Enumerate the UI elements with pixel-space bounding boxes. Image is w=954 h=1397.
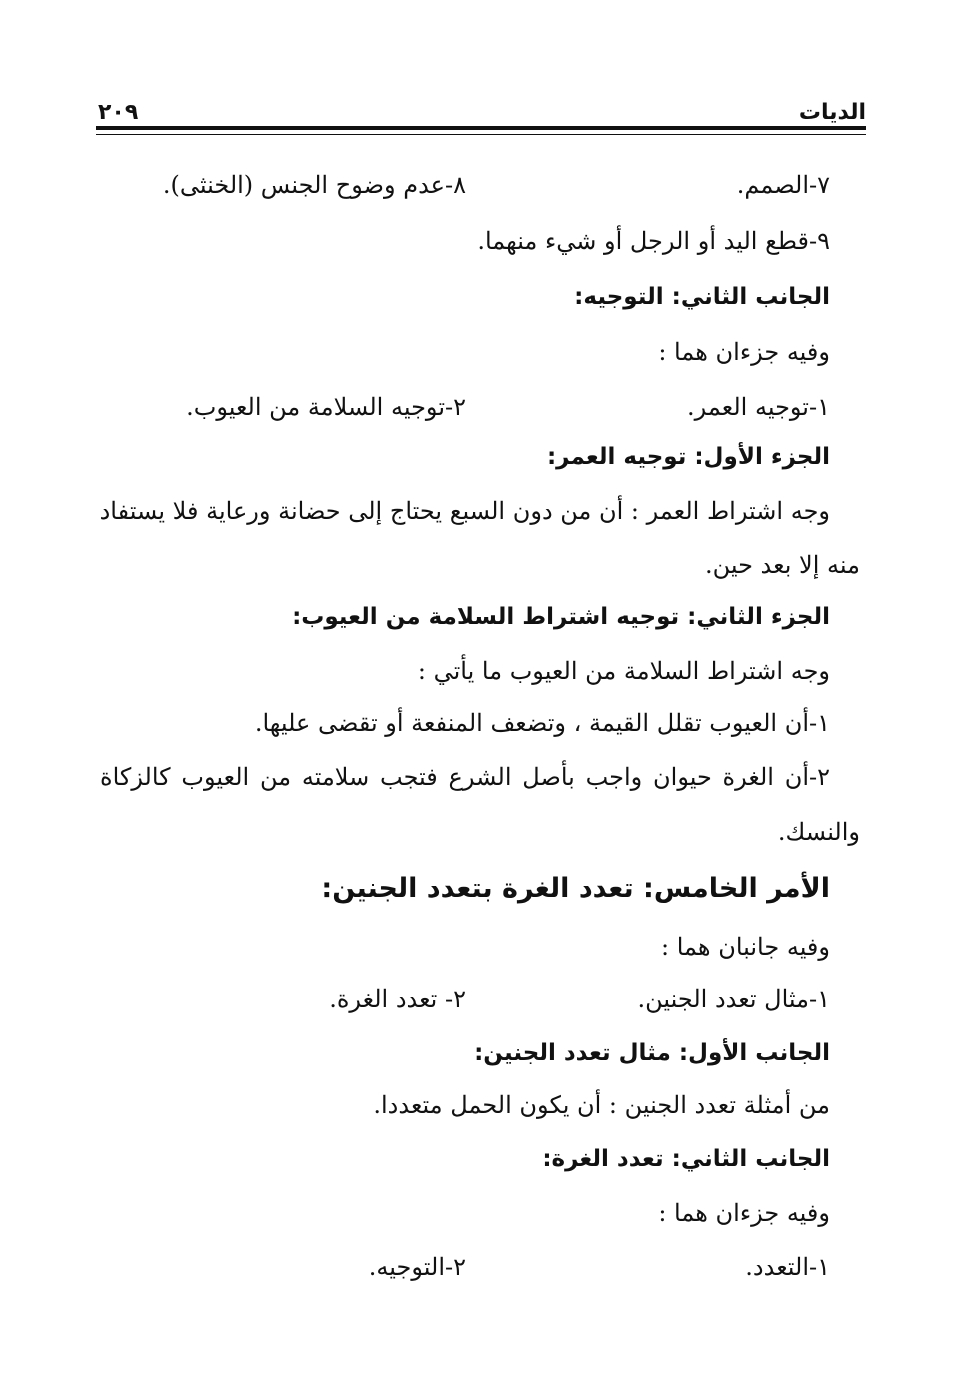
paragraph: وفيه جزءان هما : (658, 1199, 830, 1227)
paragraph: وجه اشتراط السلامة من العيوب ما يأتي : (417, 657, 830, 685)
section-heading: الجانب الثاني: تعدد الغرة: (542, 1146, 830, 1172)
section-heading: الجزء الثاني: توجيه اشتراط السلامة من العيوب: (292, 604, 830, 630)
paragraph: وفيه جانبان هما : (661, 933, 830, 961)
list-item-1: ١-توجيه العمر. (687, 393, 830, 421)
list-item-8: ٨-عدم وضوح الجنس (الخنثى). (162, 171, 466, 199)
section-heading: الجزء الأول: توجيه العمر: (546, 444, 830, 470)
header-rule-thin (96, 134, 866, 135)
header-rule-thick (96, 126, 866, 130)
paragraph: وفيه جزءان هما : (658, 338, 830, 366)
list-item-2: ٢-أن الغرة حيوان واجب بأصل الشرع فتجب سلامته من العيوب كالزكاة (100, 763, 830, 791)
major-heading: الأمر الخامس: تعدد الغرة بتعدد الجنين: (321, 873, 830, 904)
paragraph-line: وجه اشتراط العمر : أن من دون السبع يحتاج إلى حضانة ورعاية فلا يستفاد (99, 497, 830, 525)
list-item-9: ٩-قطع اليد أو الرجل أو شيء منهما. (477, 227, 830, 255)
list-item-2: ٢- تعدد الغرة. (329, 985, 466, 1013)
list-item-1: ١-أن العيوب تقلل القيمة ، وتضعف المنفعة أو تقضى عليها. (254, 709, 830, 737)
section-heading: الجانب الثاني: التوجيه: (574, 284, 830, 310)
paragraph: من أمثلة تعدد الجنين : أن يكون الحمل متعددا. (373, 1091, 830, 1119)
list-item-2: ٢-توجيه السلامة من العيوب. (186, 393, 466, 421)
list-item-1: ١-مثال تعدد الجنين. (637, 985, 830, 1013)
paragraph-line: منه إلا بعد حين. (704, 551, 860, 579)
list-item-7: ٧-الصمم. (736, 171, 830, 199)
chapter-title: الديات (798, 100, 866, 125)
paragraph-line: والنسك. (777, 818, 860, 846)
page-number: ٢٠٩ (98, 100, 139, 125)
list-item-1: ١-التعدد. (745, 1253, 830, 1281)
section-heading: الجانب الأول: مثال تعدد الجنين: (474, 1040, 830, 1066)
list-item-2: ٢-التوجيه. (368, 1253, 466, 1281)
